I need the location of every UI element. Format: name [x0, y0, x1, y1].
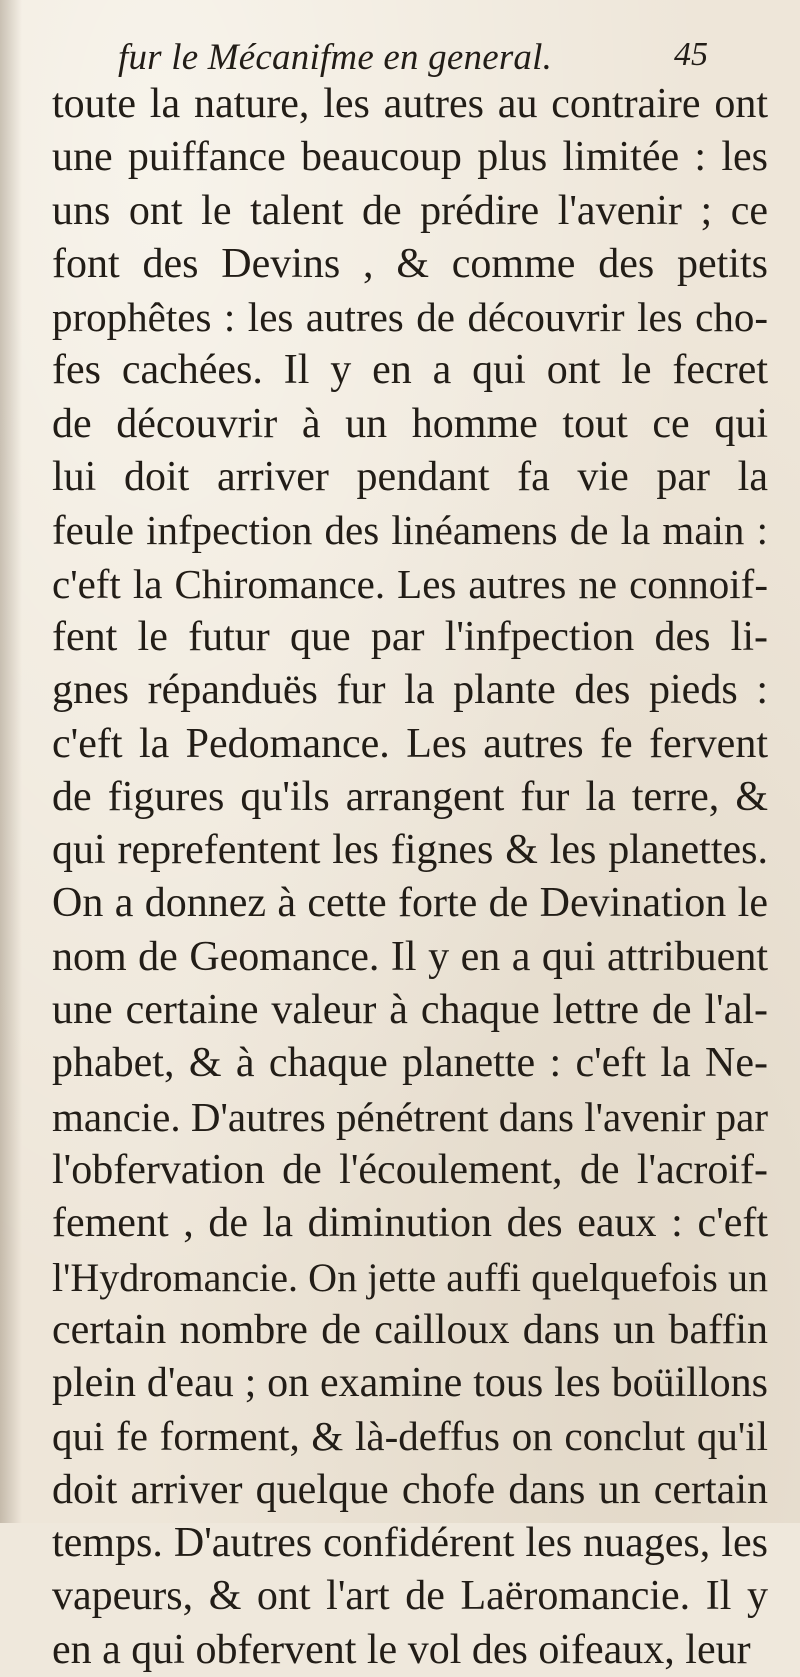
text-line: une certaine valeur à chaque lettre de l'al- [52, 987, 768, 1034]
text-line: lui doit arriver pendant fa vie par la [52, 454, 768, 501]
body-text [52, 78, 768, 1677]
text-line: vapeurs, & ont l'art de Laëromancie. Il y [52, 1573, 768, 1620]
text-line: fent le futur que par l'infpection des li- [52, 613, 768, 660]
text-line: en a qui obfervent le vol des oifeaux, leur [52, 1626, 751, 1673]
running-head: fur le Mécanifme en general. [118, 37, 553, 78]
text-line: font des Devins , & comme des petits [52, 240, 768, 287]
text-line: mancie. D'autres pénétrent dans l'avenir par [52, 1093, 769, 1140]
text-line: fes cachées. Il y en a qui ont le fecret [52, 347, 768, 394]
text-line: nom de Geomance. Il y en a qui attribuent [52, 933, 768, 980]
text-line: une puiffance beaucoup plus limitée : les [52, 134, 768, 181]
text-line: feule infpection des linéamens de la main : [52, 507, 768, 554]
text-line: On a donnez à cette forte de Devination le [52, 880, 768, 927]
text-line: prophêtes : les autres de découvrir les cho- [52, 294, 768, 341]
text-line: gnes répanduës fur la plante des pieds : [52, 667, 768, 714]
text-line: c'eft la Chiromance. Les autres ne connoif- [52, 560, 768, 607]
text-line: l'Hydromancie. On jette auffi quelquefois un [52, 1254, 768, 1300]
text-line: temps. D'autres confidérent les nuages, les [52, 1520, 768, 1567]
text-line: plein d'eau ; on examine tous les boüillons [52, 1360, 768, 1407]
text-line: toute la nature, les autres au contraire ont [52, 81, 768, 127]
page-gutter-shadow [0, 0, 22, 1523]
text-line: de découvrir à un homme tout ce qui [52, 400, 768, 447]
text-line: certain nombre de cailloux dans un baffin [52, 1306, 768, 1353]
text-line: fement , de la diminution des eaux : c'eft [52, 1200, 768, 1247]
text-line: phabet, & à chaque planette : c'eft la Ne- [52, 1040, 768, 1087]
text-line: c'eft la Pedomance. Les autres fe fervent [52, 720, 768, 767]
text-line: qui fe forment, & là-deffus on conclut qu'il [52, 1413, 768, 1460]
text-line: qui reprefentent les fignes & les planettes. [52, 827, 768, 874]
text-line: uns ont le talent de prédire l'avenir ; ce [52, 187, 768, 234]
text-line: doit arriver quelque chofe dans un certain [52, 1466, 768, 1513]
page-number: 45 [674, 36, 708, 73]
text-line: l'obfervation de l'écoulement, de l'acroif- [52, 1146, 768, 1193]
text-line: de figures qu'ils arrangent fur la terre, & [52, 773, 768, 820]
